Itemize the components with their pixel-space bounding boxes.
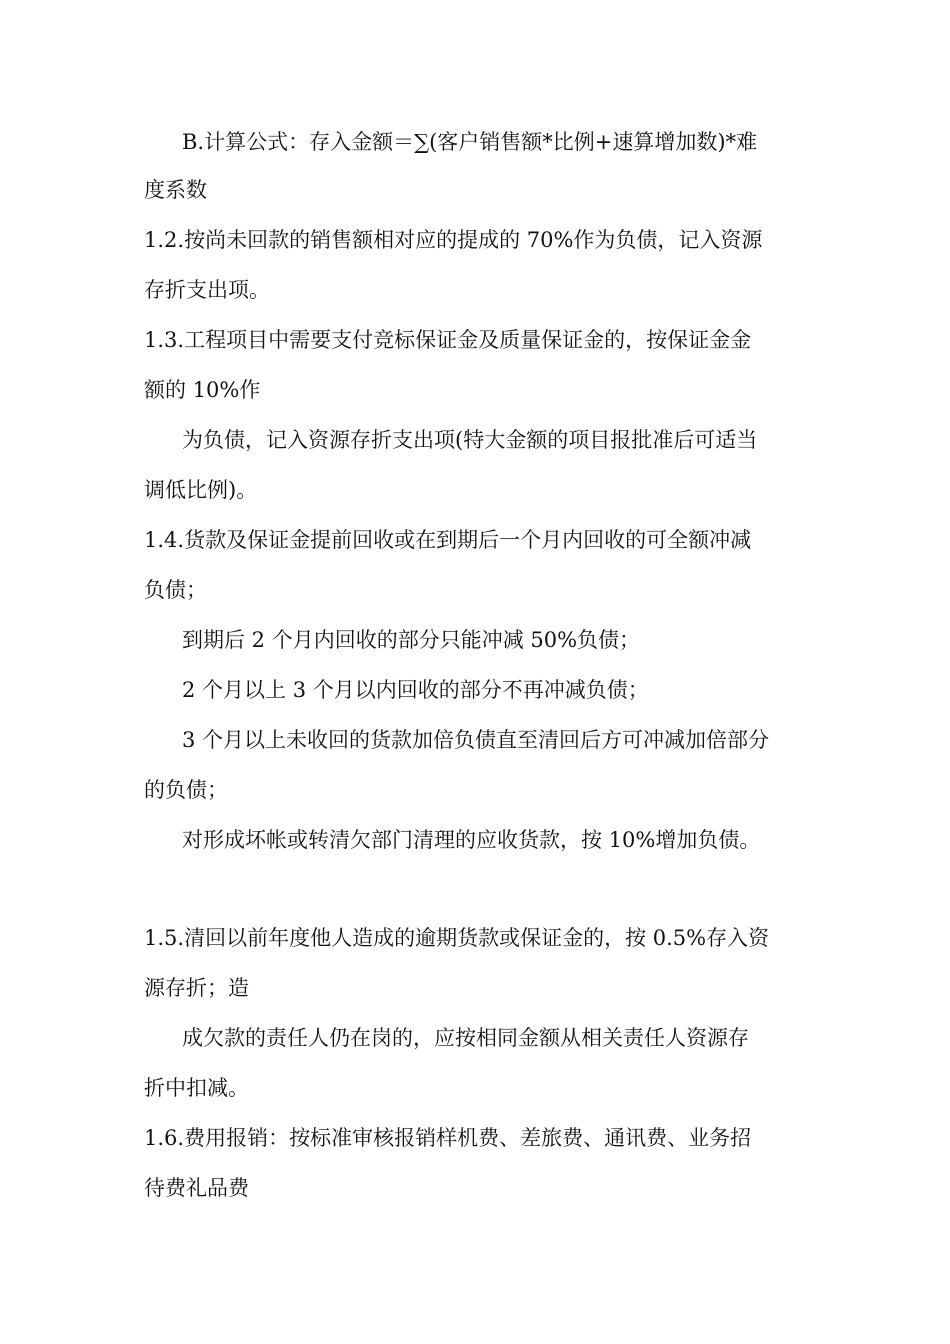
clause-1-5: 1.5.清回以前年度他人造成的逾期货款或保证金的，按 0.5%存入资 [144, 926, 770, 950]
clause-1-4-item-4: 对形成坏帐或转清欠部门清理的应收货款，按 10%增加负债。 [182, 828, 761, 852]
clause-1-4: 1.4.货款及保证金提前回收或在到期后一个月内回收的可全额冲减 [144, 528, 752, 552]
clause-1-4-continued: 负债； [144, 578, 207, 602]
clause-1-5-paragraph-continued: 折中扣减。 [144, 1076, 249, 1100]
clause-1-3-continued: 额的 10%作 [144, 378, 261, 402]
clause-1-4-item-3: 3 个月以上未收回的货款加倍负债直至清回后方可冲减加倍部分 [182, 728, 770, 752]
clause-1-2: 1.2.按尚未回款的销售额相对应的提成的 70%作为负债，记入资源 [144, 228, 763, 252]
clause-1-3: 1.3.工程项目中需要支付竞标保证金及质量保证金的，按保证金金 [144, 328, 752, 352]
clause-1-4-item-1: 到期后 2 个月内回收的部分只能冲减 50%负债； [182, 628, 641, 652]
clause-1-4-item-3-continued: 的负债； [144, 778, 228, 802]
clause-1-5-continued: 源存折；造 [144, 976, 249, 1000]
clause-1-2-continued: 存折支出项。 [144, 278, 270, 302]
formula-line: B.计算公式：存入金额＝∑(客户销售额*比例+速算增加数)*难 [182, 130, 758, 154]
clause-1-3-paragraph-continued: 调低比例)。 [144, 478, 258, 502]
clause-1-6-continued: 待费礼品费 [144, 1176, 249, 1200]
clause-1-4-item-2: 2 个月以上 3 个月以内回收的部分不再冲减负债； [182, 678, 649, 702]
clause-1-6: 1.6.费用报销：按标准审核报销样机费、差旅费、通讯费、业务招 [144, 1126, 752, 1150]
formula-line-continued: 度系数 [144, 178, 207, 202]
clause-1-5-paragraph: 成欠款的责任人仍在岗的，应按相同金额从相关责任人资源存 [182, 1026, 749, 1050]
clause-1-3-paragraph: 为负债，记入资源存折支出项(特大金额的项目报批准后可适当 [182, 428, 758, 452]
